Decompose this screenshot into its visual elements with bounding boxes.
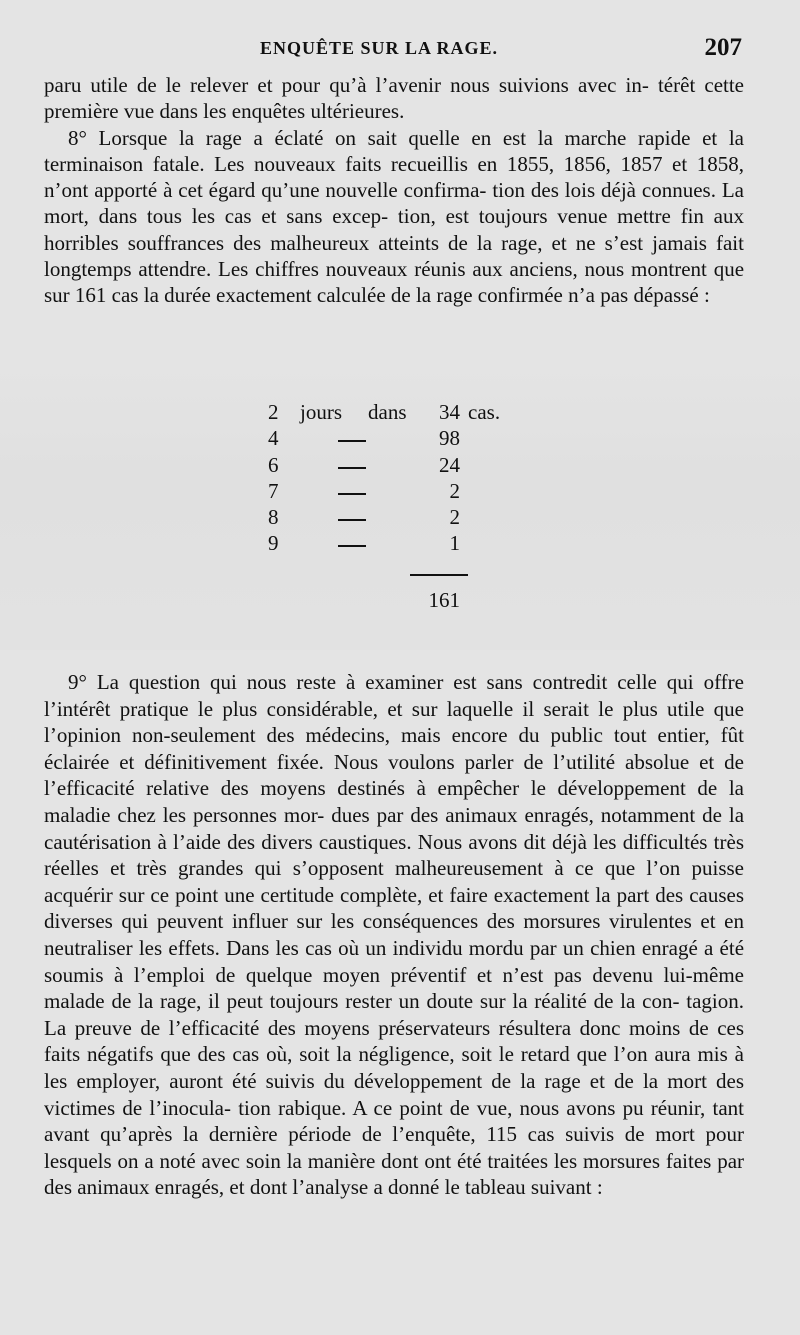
text-line: tion, est toujours venue mettre fin aux horribles souffrances des (44, 204, 744, 255)
text-line: qu’après la dernière période de l’enquête, 115 cas suivis de mort (100, 1122, 695, 1147)
days-cell: 9 (268, 531, 279, 556)
count-cell: 34 (439, 400, 460, 424)
days-cell: 7 (268, 478, 279, 503)
text-line: 9° La question qui nous reste à examiner est sans contredit celle (68, 670, 657, 694)
ditto-dash (338, 440, 366, 442)
count-cell: 2 (449, 478, 460, 503)
page-number: 207 (704, 34, 742, 61)
text-line: de quelque moyen préventif et n’est pas devenu lui-même malade (44, 962, 744, 1014)
count-cell: 98 (439, 426, 460, 451)
sum-rule (410, 574, 468, 576)
text-line: qui offre l’intérêt pratique le plus considérable, et sur laquelle il serait (44, 670, 744, 721)
text-line: tion des lois déjà connues. La mort, dans tous les cas et sans excep- (44, 178, 744, 229)
days-cell: 6 (268, 452, 279, 477)
dans-label: dans (368, 400, 407, 424)
text-line: malheureux atteints de la rage, et ne s’est jamais fait longtemps (44, 230, 744, 282)
ditto-dash (338, 519, 366, 521)
text-line: paru utile de le relever et pour qu’à l’avenir nous suivions avec in- (44, 73, 649, 97)
text-line: que sur 161 cas la durée exactement calculée de la rage confirmée (44, 257, 745, 308)
text-line: soit le retard que l’on aura mis à les employer, auront été suivis (44, 1042, 745, 1093)
days-cell: 2 (268, 400, 279, 424)
text-line: attendre. Les chiffres nouveaux réunis aux anciens, nous montrent (138, 257, 707, 282)
text-line: à empêcher le développement de la maladie chez les personnes mor- (44, 776, 745, 827)
upper-text (44, 72, 744, 309)
count-cell: 24 (439, 452, 460, 477)
text-line: tion rabique. A ce point de vue, nous avons pu réunir, tant avant (44, 1095, 744, 1147)
text-line: et très grandes qui s’opposent malheureusement à ce que l’on puisse (110, 856, 744, 881)
text-line: le tableau suivant : (444, 1175, 603, 1200)
lower-text (44, 648, 744, 1222)
page-header (50, 34, 742, 70)
text-line: donc moins de ces faits négatifs que des cas où, soit la négligence, (44, 1015, 745, 1067)
text-line: acquérir sur ce point une certitude complète, et faire exactement la (44, 882, 611, 907)
text-line: où un individu mordu par un chien enragé a été soumis à l’emploi (44, 935, 745, 987)
unit-label: jours (300, 400, 342, 424)
ditto-dash (338, 467, 366, 469)
count-cell: 1 (449, 531, 460, 556)
text-line: tagion. La preuve de l’efficacité des moyens préservateurs résultera (44, 989, 744, 1040)
text-line: pour lesquels on a noté avec soin la manière dont ont été traitées les (44, 1122, 745, 1173)
text-line: 8° Lorsque la rage a éclaté on sait quelle en est la marche rapide (68, 125, 691, 150)
count-cell: 2 (449, 505, 460, 530)
ditto-dash (338, 545, 366, 547)
text-line: parler de l’utilité absolue et de l’efficacité relative des moyens destinés (44, 749, 744, 801)
running-head: ENQUÊTE SUR LA RAGE. (260, 38, 499, 58)
cas-label: cas. (468, 400, 501, 424)
ditto-dash (338, 493, 366, 495)
text-line: part des causes diverses qui peuvent influer sur les conséquences (44, 882, 745, 934)
text-line: du développement de la rage et de la mort des victimes de l’inocula- (44, 1068, 745, 1120)
text-line: n’a pas dépassé : (568, 283, 710, 308)
text-line: le plus utile que l’opinion non-seulement des médecins, mais encore (44, 696, 745, 748)
text-line: et la terminaison fatale. Les nouveaux faits recueillis en 1855, 1856, (44, 125, 744, 176)
text-line: des morsures virulentes et en neutraliser les effets. Dans les cas (44, 909, 744, 960)
paragraph-9 (44, 669, 744, 1201)
text-line: morsures faites par des animaux enragés, et dont l’analyse a donné (44, 1148, 745, 1200)
paragraph-8 (44, 125, 744, 309)
days-cell: 4 (268, 426, 279, 451)
text-line: des divers caustiques. Nous avons dit déjà les difficultés très réelles (44, 829, 744, 881)
text-line: térêt cette première vue dans les enquêtes ultérieures. (44, 73, 745, 124)
total-cell: 161 (428, 588, 460, 612)
text-line: de la rage, il peut toujours rester un doute sur la réalité de la con- (111, 989, 680, 1014)
paragraph-continuation (44, 72, 744, 125)
days-cell: 8 (268, 505, 279, 530)
text-line: dues par des animaux enragés, notamment de la cautérisation à l’aide (44, 802, 745, 854)
text-line: 1857 et 1858, n’ont apporté à cet égard qu’une nouvelle confirma- (44, 151, 744, 203)
text-line: du public tout entier, fût éclairée et définitivement fixée. Nous voulons (44, 723, 744, 774)
